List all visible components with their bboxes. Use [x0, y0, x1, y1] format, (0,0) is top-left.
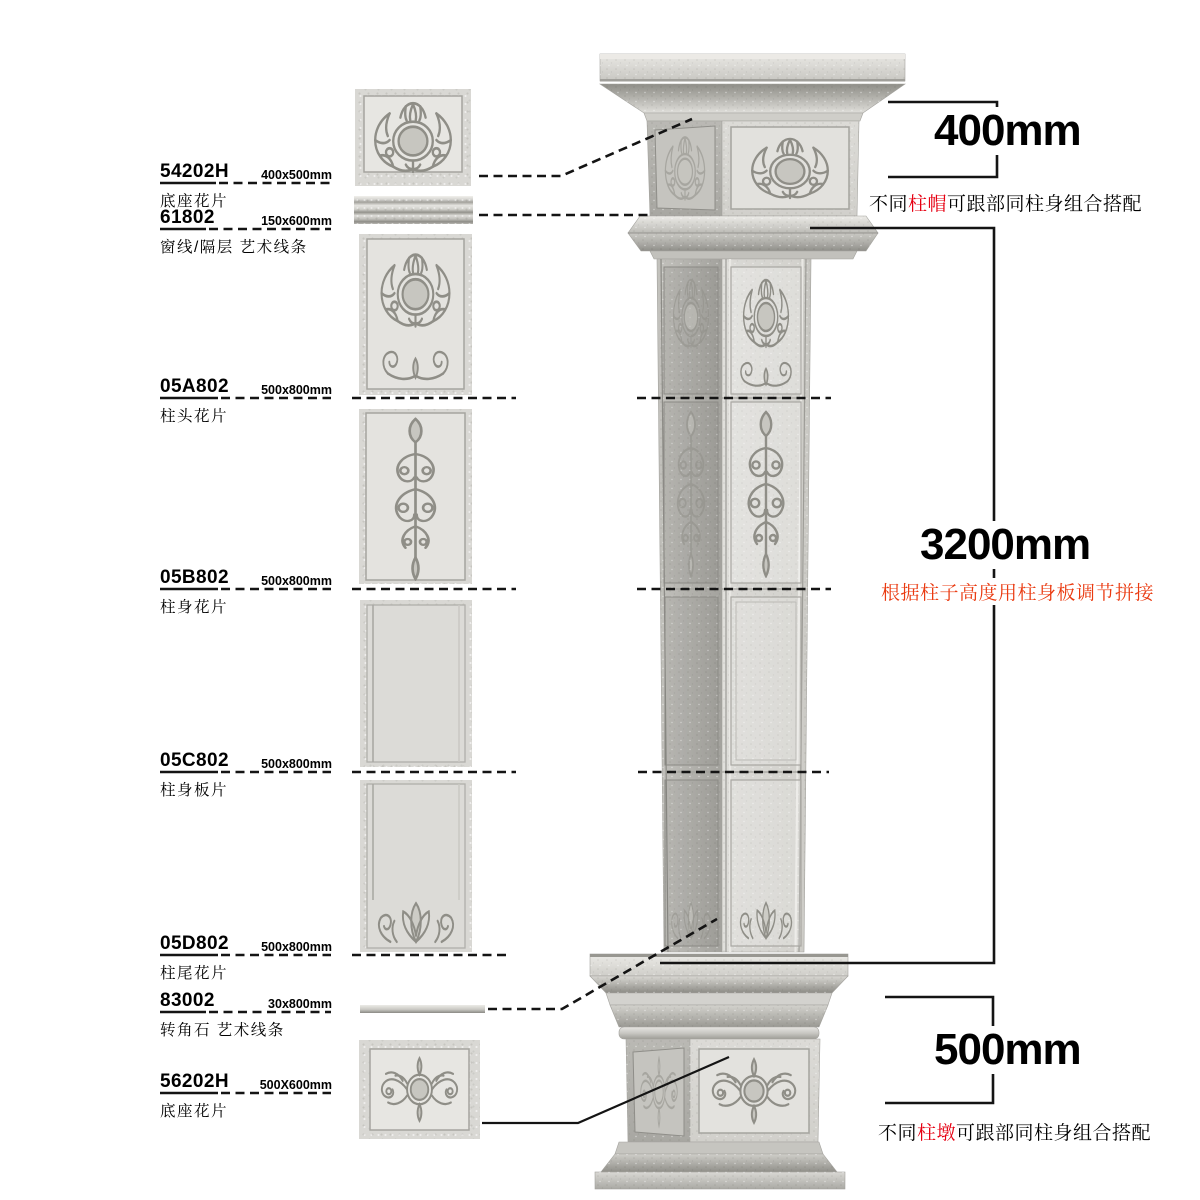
capital-note-prefix: 不同 — [869, 194, 909, 215]
part-size: 500X600mm — [259, 1078, 332, 1092]
part-name: 柱头花片 — [160, 408, 229, 425]
dimension-capital-height: 400mm — [928, 107, 1087, 155]
capital-note-highlight: 柱帽 — [908, 194, 948, 215]
capital-note-suffix: 可跟部同柱身组合搭配 — [947, 194, 1143, 215]
column-shaft — [661, 259, 806, 952]
component-image-corner-stone-strip — [360, 1005, 485, 1013]
part-size: 500x800mm — [261, 757, 332, 771]
shaft-note: 根据柱子高度用柱身板调节拼接 — [879, 578, 1156, 605]
part-code: 83002 — [160, 990, 215, 1011]
component-image-pedestal-flower-panel — [359, 1040, 480, 1139]
component-image-shaft-plain-board — [360, 600, 472, 767]
component-image-art-molding — [354, 196, 473, 224]
part-name: 柱身板片 — [160, 782, 229, 799]
capital-note — [867, 189, 1144, 216]
part-size: 30x800mm — [268, 997, 332, 1011]
part-label-5 — [160, 750, 332, 800]
part-label-8 — [160, 1071, 332, 1121]
part-label-4 — [160, 567, 332, 617]
part-name: 窗线/隔层 艺术线条 — [160, 239, 308, 256]
part-label-1 — [160, 161, 332, 211]
part-code: 61802 — [160, 207, 215, 228]
component-image-base-flower-panel — [355, 89, 471, 186]
part-size: 500x800mm — [261, 940, 332, 954]
part-name: 底座花片 — [160, 1103, 229, 1120]
part-code: 54202H — [160, 161, 229, 182]
part-label-3 — [160, 376, 332, 426]
part-label-2 — [160, 207, 332, 257]
component-image-capital-flower-panel — [359, 234, 472, 395]
part-code: 56202H — [160, 1071, 229, 1092]
base-note-suffix: 可跟部同柱身组合搭配 — [956, 1123, 1152, 1144]
part-code: 05B802 — [160, 567, 229, 588]
component-image-shaft-flower-panel — [359, 409, 472, 584]
part-code: 05D802 — [160, 933, 229, 954]
base-note-prefix: 不同 — [878, 1123, 918, 1144]
part-size: 500x800mm — [261, 383, 332, 397]
part-name: 转角石 艺术线条 — [160, 1022, 285, 1039]
dimension-shaft-height: 3200mm — [914, 521, 1096, 569]
component-image-shaft-tail-panel — [360, 780, 472, 952]
part-name: 柱身花片 — [160, 599, 229, 616]
part-size: 500x800mm — [261, 574, 332, 588]
base-note-highlight: 柱墩 — [917, 1123, 957, 1144]
part-code: 05C802 — [160, 750, 229, 771]
part-label-7 — [160, 990, 332, 1040]
part-name: 底座花片 — [160, 193, 229, 210]
part-name: 柱尾花片 — [160, 965, 229, 982]
part-label-6 — [160, 933, 332, 983]
dimension-base-height: 500mm — [928, 1026, 1087, 1074]
part-code: 05A802 — [160, 376, 229, 397]
base-note — [876, 1118, 1153, 1145]
column-capital — [600, 54, 905, 233]
part-size: 400x500mm — [261, 168, 332, 182]
part-size: 150x600mm — [261, 214, 332, 228]
